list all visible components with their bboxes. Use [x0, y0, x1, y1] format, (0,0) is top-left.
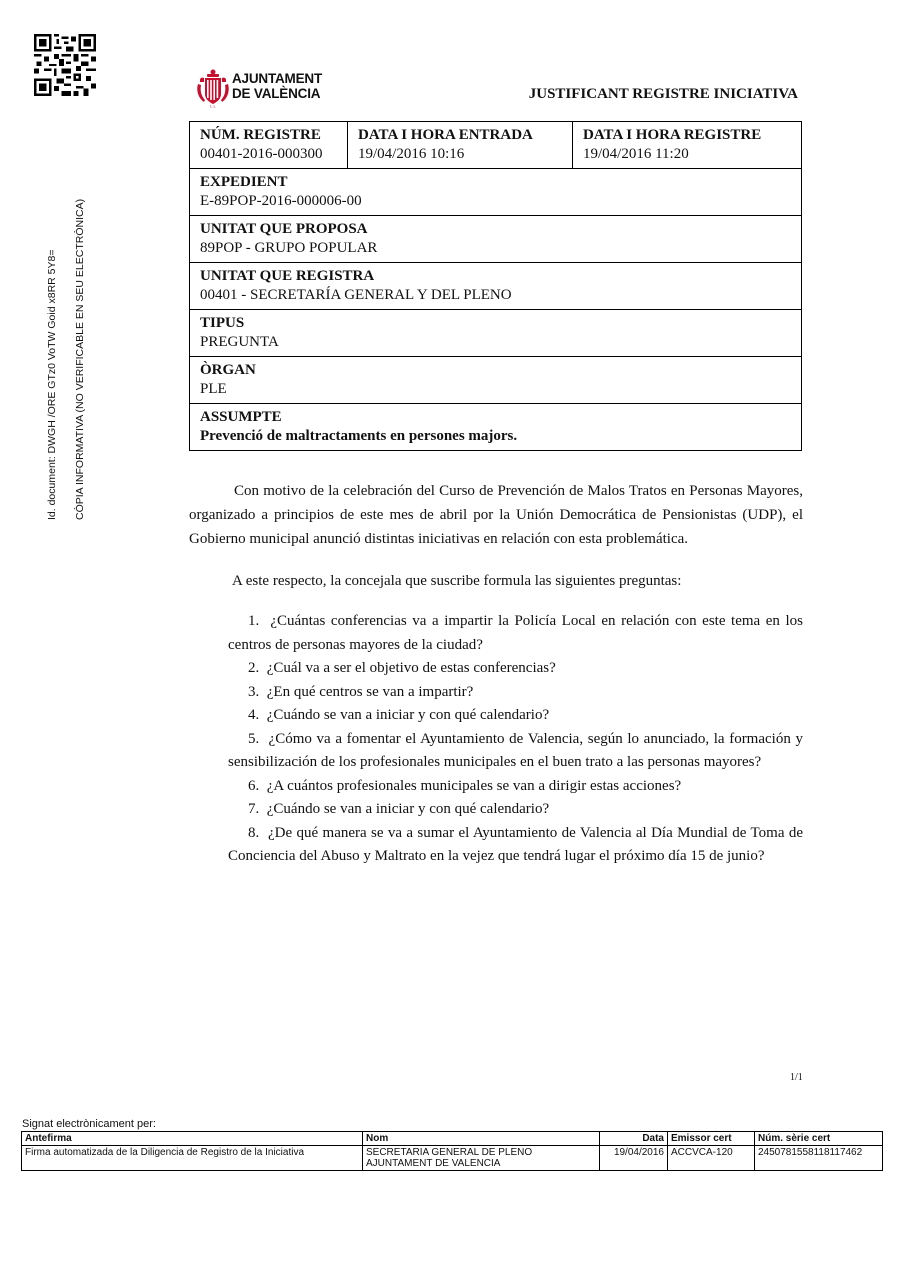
data-registre-value: 19/04/2016 11:20 — [583, 146, 689, 162]
question-text: ¿En qué centros se van a impartir? — [266, 683, 474, 700]
document-body — [189, 479, 803, 869]
valencia-coat-of-arms-icon — [196, 68, 230, 108]
data-registre-cell — [573, 122, 802, 169]
logo-line-2: DE VALÈNCIA — [232, 86, 321, 101]
question-item — [228, 822, 803, 869]
informative-copy-text: CÒPIA INFORMATIVA (NO VERIFICABLE EN SEU ELECTRÒNICA) — [74, 198, 86, 520]
num-registre-value: 00401-2016-000300 — [200, 146, 323, 162]
organ-label: ÒRGAN — [200, 362, 256, 378]
registry-table — [189, 121, 802, 451]
expedient-row — [190, 169, 802, 216]
question-number: 7. — [248, 801, 260, 817]
assumpte-label: ASSUMPTE — [200, 409, 282, 425]
organ-value: PLE — [200, 381, 227, 397]
question-number: 4. — [248, 707, 260, 723]
col-emissor: Emissor cert — [668, 1132, 755, 1146]
question-text: ¿De qué manera se va a sumar el Ayuntamiento de Valencia al Día Mundial de Toma de Conciencia del Abuso y Maltrato en la vejez que tendrá lugar el próximo día 15 de junio? — [228, 824, 804, 864]
question-number: 3. — [248, 683, 260, 700]
signature-table — [21, 1131, 883, 1171]
question-number: 1. — [248, 613, 260, 629]
num-registre-cell — [190, 122, 348, 169]
signature-table-header-row — [22, 1132, 883, 1146]
nom-value — [363, 1146, 600, 1171]
svg-text:L L: L L — [210, 103, 216, 108]
nom-line-1: SECRETARIA GENERAL DE PLENO — [366, 1147, 533, 1158]
data-entrada-value: 19/04/2016 10:16 — [358, 146, 465, 162]
tipus-label: TIPUS — [200, 315, 245, 331]
question-number: 8. — [248, 824, 260, 841]
organ-cell — [190, 357, 802, 404]
logo-text — [232, 71, 322, 101]
page-number: 1/1 — [790, 1072, 803, 1083]
proposa-value: 89POP - GRUPO POPULAR — [200, 240, 378, 256]
question-item — [228, 657, 803, 681]
data-value: 19/04/2016 — [600, 1146, 668, 1171]
signature-row — [22, 1146, 883, 1171]
question-text: ¿A cuántos profesionales municipales se van a dirigir estas acciones? — [266, 777, 682, 794]
tipus-cell — [190, 310, 802, 357]
registra-cell — [190, 263, 802, 310]
expedient-value: E-89POP-2016-000006-00 — [200, 193, 362, 209]
registra-label: UNITAT QUE REGISTRA — [200, 268, 375, 284]
side-verification-text — [38, 170, 86, 520]
emissor-value: ACCVCA-120 — [668, 1146, 755, 1171]
antefirma-value: Firma automatizada de la Diligencia de Registro de la Iniciativa — [22, 1146, 363, 1171]
assumpte-row — [190, 404, 802, 451]
expedient-cell — [190, 169, 802, 216]
assumpte-cell — [190, 404, 802, 451]
registra-value: 00401 - SECRETARÍA GENERAL Y DEL PLENO — [200, 287, 512, 303]
col-data: Data — [600, 1132, 668, 1146]
proposa-cell — [190, 216, 802, 263]
organ-row — [190, 357, 802, 404]
question-text: ¿Cuándo se van a iniciar y con qué calendario? — [266, 801, 550, 817]
document-title: JUSTIFICANT REGISTRE INICIATIVA — [528, 86, 798, 102]
ajuntament-logo — [196, 68, 336, 108]
proposa-row — [190, 216, 802, 263]
qr-code-icon — [34, 34, 96, 96]
question-number: 5. — [248, 730, 260, 747]
num-registre-label: NÚM. REGISTRE — [200, 127, 321, 143]
question-text: ¿Cuál va a ser el objetivo de estas conferencias? — [266, 660, 556, 676]
data-entrada-cell — [348, 122, 573, 169]
data-registre-label: DATA I HORA REGISTRE — [583, 127, 762, 143]
col-nom: Nom — [363, 1132, 600, 1146]
tipus-value: PREGUNTA — [200, 334, 279, 350]
intro-paragraph: Con motivo de la celebración del Curso de Prevención de Malos Tratos en Personas Mayores, organizado a principios de este mes de abril por la Unión Democrática de Pensionistas (UDP), el Gobierno municipal anunció distintas iniciativas en relación con esta problemática. — [189, 483, 803, 547]
signature-header: Signat electrònicament per: — [22, 1118, 156, 1130]
questions-list — [189, 610, 803, 869]
data-entrada-label: DATA I HORA ENTRADA — [358, 127, 533, 143]
question-item — [228, 704, 803, 728]
question-number: 6. — [248, 777, 260, 794]
question-item — [228, 610, 803, 657]
assumpte-value: Prevenció de maltractaments en persones majors. — [200, 428, 518, 444]
respect-paragraph: A este respecto, la concejala que suscribe formula las siguientes preguntas: — [232, 573, 682, 589]
question-item — [228, 775, 803, 799]
question-item — [228, 728, 803, 775]
question-number: 2. — [248, 660, 260, 676]
nom-line-2: AJUNTAMENT DE VALENCIA — [366, 1158, 501, 1169]
tipus-row — [190, 310, 802, 357]
question-text: ¿Cuándo se van a iniciar y con qué calendario? — [266, 707, 550, 723]
serie-value: 2450781558118117462 — [755, 1146, 883, 1171]
expedient-label: EXPEDIENT — [200, 174, 288, 190]
proposa-label: UNITAT QUE PROPOSA — [200, 221, 368, 237]
question-text: ¿Cuántas conferencias va a impartir la Policía Local en relación con este tema en los centros de personas mayores de la ciudad? — [228, 613, 803, 653]
col-serie: Núm. sèrie cert — [755, 1132, 883, 1146]
registra-row — [190, 263, 802, 310]
question-item — [228, 681, 803, 705]
logo-line-1: AJUNTAMENT — [232, 71, 322, 86]
question-text: ¿Cómo va a fomentar el Ayuntamiento de Valencia, según lo anunciado, la formación y sensibilización de los profesionales municipales en el buen trato a las personas mayores? — [228, 730, 803, 770]
question-item — [228, 798, 803, 822]
col-antefirma: Antefirma — [22, 1132, 363, 1146]
document-id-text: Id. document: DWGH /ORE GTz0 VoTW Goid x8RR 5Y8= — [46, 249, 58, 520]
registry-row-header — [190, 122, 802, 169]
